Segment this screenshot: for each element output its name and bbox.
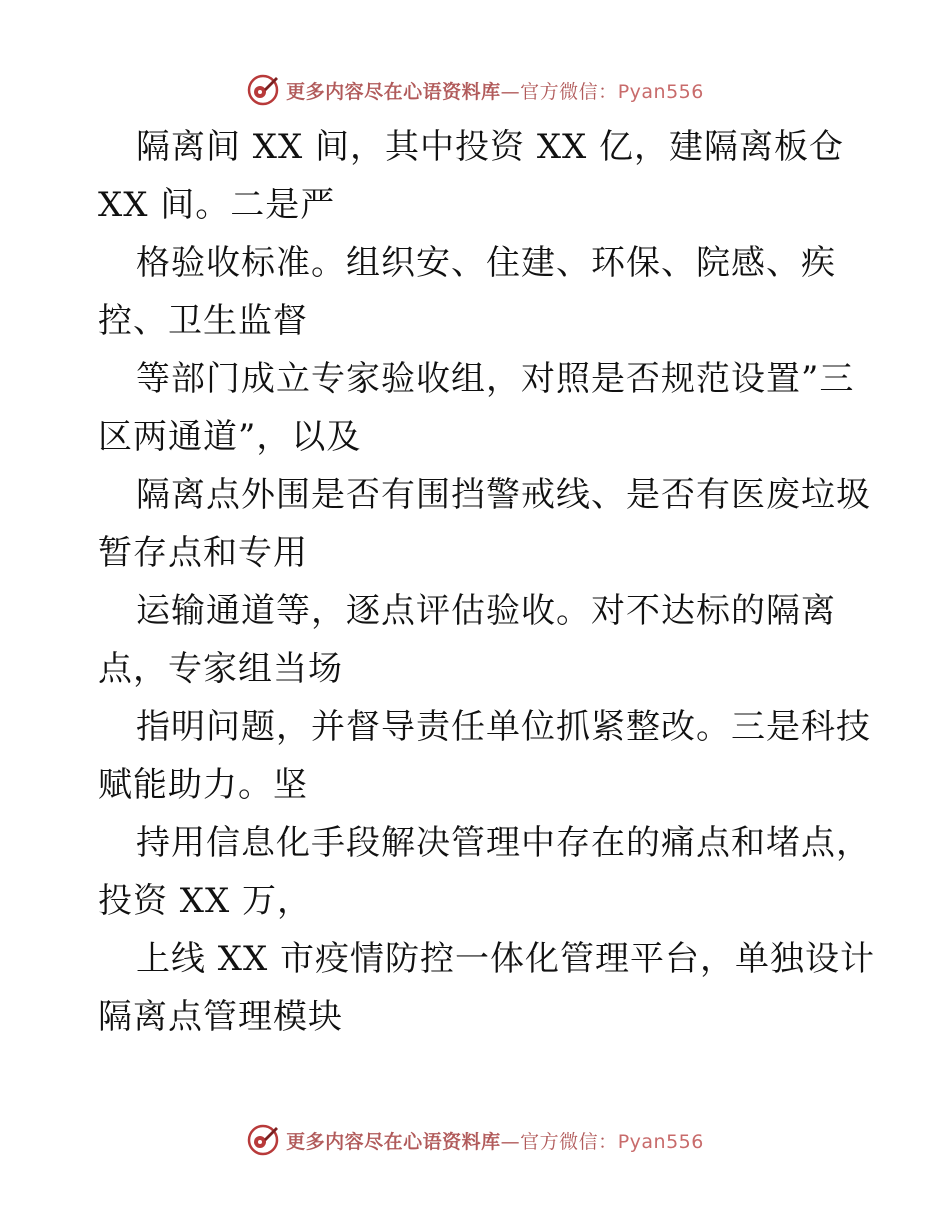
banner-main-text: 更多内容尽在心语资料库: [286, 1130, 501, 1153]
banner-official-label: 官方微信：: [520, 1130, 618, 1153]
body-text-line: 等部门成立专家验收组，对照是否规范设置”三: [136, 359, 855, 399]
body-text-line: 上线 XX 市疫情防控一体化管理平台，单独设计: [136, 939, 876, 979]
body-text-line: 投资 XX 万，: [98, 881, 313, 921]
body-text-line: XX 间。二是严: [98, 185, 336, 225]
banner-official-label: 官方微信：: [520, 80, 618, 103]
body-text-line: 赋能助力。坚: [98, 765, 308, 805]
body-text-line: 持用信息化手段解决管理中存在的痛点和堵点，: [136, 823, 871, 863]
body-text-line: 暂存点和专用: [98, 533, 308, 573]
body-text-line: 格验收标准。组织安、住建、环保、院感、疾: [136, 243, 836, 283]
body-text-line: 区两通道”，以及: [98, 417, 362, 457]
document-body: [98, 118, 876, 1046]
body-text-line: 隔离间 XX 间，其中投资 XX 亿，建隔离板仓: [136, 127, 845, 167]
footer-banner: [0, 1120, 950, 1160]
banner-main-text: 更多内容尽在心语资料库: [286, 80, 501, 103]
banner-wechat-id: Pyan556: [617, 1130, 704, 1153]
seal-pen-logo-icon: [246, 1123, 280, 1157]
body-text-line: 隔离点外围是否有围挡警戒线、是否有医废垃圾: [136, 475, 871, 515]
body-text-line: 隔离点管理模块: [98, 997, 343, 1037]
banner-text: [286, 1127, 704, 1154]
banner-text: [286, 77, 704, 104]
seal-pen-logo-icon: [246, 73, 280, 107]
body-text-line: 指明问题，并督导责任单位抓紧整改。三是科技: [136, 707, 871, 747]
body-text-line: 控、卫生监督: [98, 301, 308, 341]
header-banner: [0, 70, 950, 110]
banner-wechat-id: Pyan556: [617, 80, 704, 103]
body-text-line: 运输通道等，逐点评估验收。对不达标的隔离: [136, 591, 836, 631]
body-text-line: 点，专家组当场: [98, 649, 343, 689]
banner-dash: —: [500, 1130, 521, 1153]
banner-dash: —: [500, 80, 521, 103]
